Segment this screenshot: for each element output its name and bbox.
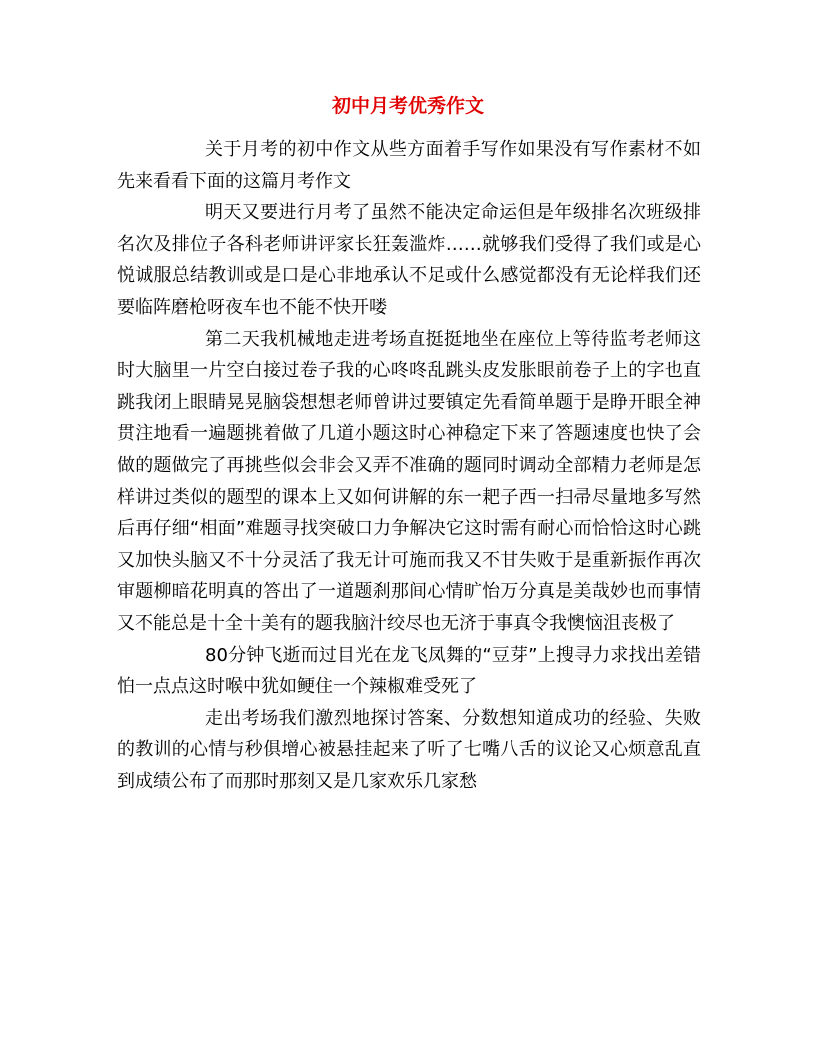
document-body: [117, 134, 701, 797]
paragraph-2: 明天又要进行月考了虽然不能决定命运但是年级排名次班级排名次及排位子各科老师讲评家长狂轰滥炸……就够我们受得了我们或是心悦诚服总结教训或是口是心非地承认不足或什么感觉都没有无论样我们还要临阵磨枪呀夜车也不能不快开喽: [117, 202, 701, 318]
paragraph-intro: 关于月考的初中作文从些方面着手写作如果没有写作素材不如先来看看下面的这篇月考作文: [117, 139, 701, 192]
paragraph-3: 第二天我机械地走进考场直挺挺地坐在座位上等待监考老师这时大脑里一片空白接过卷子我的心咚咚乱跳头皮发胀眼前卷子上的字也直跳我闭上眼睛晃晃脑袋想想老师曾讲过要镇定先看简单题于是睁开眼全神贯注地看一遍题挑着做了几道小题这时心神稳定下来了答题速度也快了会做的题做完了再挑些似会非会又弄不准确的题同时调动全部精力老师是怎样讲过类似的题型的课本上又如何讲解的东一耙子西一扫帚尽量地多写然后再仔细“相面”难题寻找突破口力争解决它这时需有耐心而恰恰这时心跳又加快头脑又不十分灵活了我无计可施而我又不甘失败于是重新振作再次审题柳暗花明真的答出了一道题刹那间心情旷怡万分真是美哉妙也而事情又不能总是十全十美有的题我脑汁绞尽也无济于事真令我懊恼沮丧极了: [117, 328, 701, 634]
document-title: 初中月考优秀作文: [331, 95, 484, 117]
paragraph-5: 走出考场我们激烈地探讨答案、分数想知道成功的经验、失败的教训的心情与秒俱增心被悬挂起来了听了七嘴八舌的议论又心烦意乱直到成绩公布了而那时那刻又是几家欢乐几家愁: [117, 707, 701, 792]
paragraph-4: 80分钟飞逝而过目光在龙飞凤舞的“豆芽”上搜寻力求找出差错怕一点点这时喉中犹如鲠住一个辣椒难受死了: [117, 644, 701, 698]
